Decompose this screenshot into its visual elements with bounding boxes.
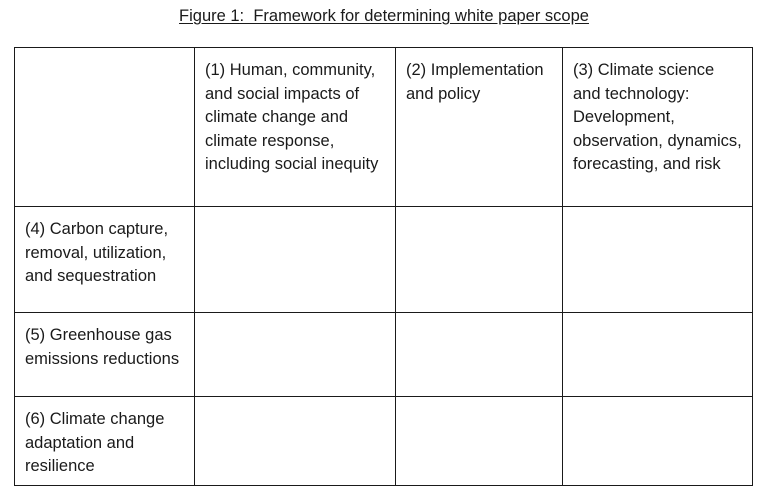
table-cell (563, 313, 753, 397)
table-header-row (15, 48, 753, 207)
column-header-label: (2) Implementation and policy (406, 61, 544, 103)
table-cell (195, 313, 396, 397)
column-header-3 (563, 48, 753, 207)
table-cell (195, 207, 396, 313)
table-row (15, 207, 753, 313)
row-header-label: (6) Climate change adaptation and resilience (25, 410, 165, 475)
table-cell (396, 207, 563, 313)
row-header-label: (5) Greenhouse gas emissions reductions (25, 326, 180, 368)
table-cell (396, 313, 563, 397)
row-header-5 (15, 313, 195, 397)
table-cell (563, 397, 753, 486)
figure-title: Figure 1: Framework for determining white paper scope (179, 7, 589, 25)
row-header-6 (15, 397, 195, 486)
table-cell (195, 397, 396, 486)
row-header-label: (4) Carbon capture, removal, utilization, and sequestration (25, 220, 169, 285)
table-cell (396, 397, 563, 486)
scope-framework-table (14, 47, 753, 486)
table-row (15, 397, 753, 486)
column-header-label: (1) Human, community, and social impacts of climate change and climate response, including social inequity (205, 61, 379, 173)
table-cell (563, 207, 753, 313)
column-header-1 (195, 48, 396, 207)
corner-cell (15, 48, 195, 207)
table-row (15, 313, 753, 397)
column-header-label: (3) Climate science and technology: Development, observation, dynamics, forecasting, and risk (573, 61, 742, 173)
row-header-4 (15, 207, 195, 313)
column-header-2 (396, 48, 563, 207)
